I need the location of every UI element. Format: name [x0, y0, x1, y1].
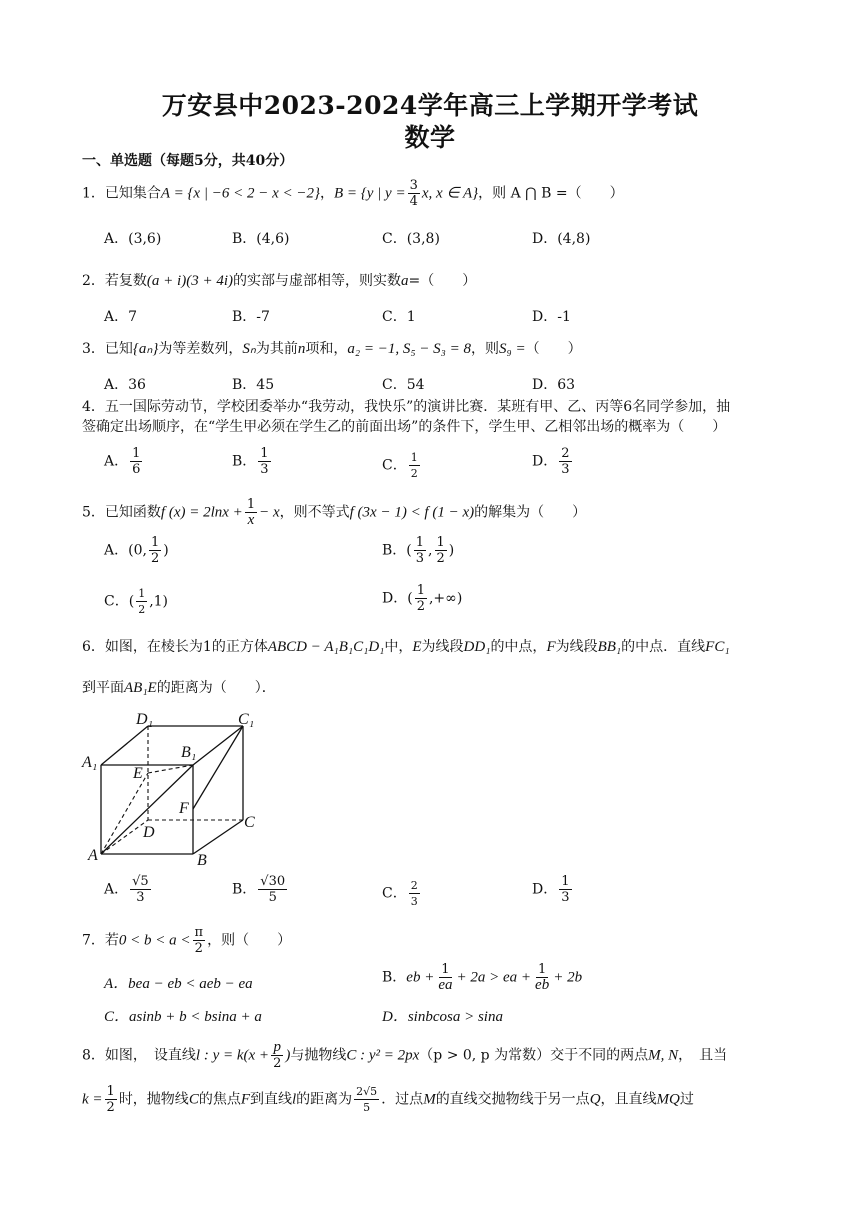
q6-option-a: A． $\frac{√5}{3}$ [104, 874, 149, 905]
q5-option-d: D．( $\frac{1}{2}$ ,+∞) [382, 583, 463, 614]
q7-option-c: C．asinb + b < bsina + a [104, 1009, 262, 1025]
q4-option-c: C． $\frac{1}{2}$ [382, 451, 418, 480]
q1-option-a: A．(3,6) [104, 231, 162, 247]
subject-title: 数学 [404, 123, 456, 152]
question-2: 2．若复数(a + i)(3 + 4i)的实部与虚部相等，则实数a=（ ） [82, 273, 477, 289]
q3-option-b: B．45 [232, 377, 275, 393]
q7-option-d: D．sinbcosa > sina [382, 1009, 503, 1025]
q1-option-d: D．(4,8) [532, 231, 591, 247]
q6-option-c: C． $\frac{2}{3}$ [382, 879, 418, 908]
q7-option-b: B．eb + $\frac{1}{ea}$ + 2a > ea + $\frac{1}{eb}$ + 2b [382, 962, 583, 993]
question-5: 5．已知函数f (x) = 2lnx + $\frac{1}{x}$ − x，则不等式f (3x − 1) < f (1 − x)的解集为（ ） [82, 497, 587, 528]
q2-option-c: C．1 [382, 309, 416, 325]
q4-option-d: D． $\frac{2}{3}$ [532, 446, 570, 477]
cube-figure [78, 710, 268, 870]
q6-option-b: B． $\frac{√30}{5}$ [232, 874, 286, 905]
question-6-line-2: 到平面AB₁E的距离为（ ）． [82, 680, 276, 696]
q3-option-c: C．54 [382, 377, 425, 393]
label-a1: A₁ [82, 754, 98, 771]
question-4-line-1: 4．五一国际劳动节，学校团委举办“我劳动，我快乐”的演讲比赛．某班有甲、乙、丙等6名同学参加，抽 [82, 399, 731, 415]
question-3: 3．已知{aₙ}为等差数列，Sₙ为其前n项和，a₂ = −1, S₅ − S₃ = 8，则S₉ =（ ） [82, 341, 582, 357]
q3-option-a: A．36 [104, 377, 146, 393]
label-c: C [244, 814, 255, 831]
q7-option-a: A．bea − eb < aeb − ea [104, 976, 253, 992]
exam-title: 万安县中2023-2024学年高三上学期开学考试 [161, 91, 699, 120]
label-b: B [197, 852, 207, 869]
question-8-line-1: 8．如图， 设直线l : y = k(x + $\frac{p}{2}$ )与抛物线C : y² = 2px（p > 0, p 为常数）交于不同的两点M, N， 且当 [82, 1039, 728, 1071]
question-6-line-1: 6．如图，在棱长为1的正方体ABCD − A₁B₁C₁D₁中，E为线段DD₁的中点，F为线段BB₁的中点．直线FC₁ [82, 639, 730, 655]
label-c1: C₁ [238, 711, 255, 728]
q1-option-c: C．(3,8) [382, 231, 440, 247]
q2-option-b: B．-7 [232, 309, 270, 325]
q5-option-a: A．(0, $\frac{1}{2}$ ) [104, 535, 169, 566]
question-4-line-2: 签确定出场顺序，在“学生甲必须在学生乙的前面出场”的条件下，学生甲、乙相邻出场的概率为（ ） [82, 419, 727, 435]
label-e: E [133, 765, 143, 782]
q3-option-d: D．63 [532, 377, 576, 393]
label-a: A [88, 847, 98, 864]
q5-option-b: B．( $\frac{1}{3}$ , $\frac{1}{2}$ ) [382, 535, 455, 566]
label-f: F [179, 800, 189, 817]
q4-option-b: B． $\frac{1}{3}$ [232, 446, 269, 477]
label-d1: D₁ [136, 711, 154, 728]
q5-option-c: C．( $\frac{1}{2}$ ,1) [104, 587, 169, 616]
question-7: 7．若0 < b < a < $\frac{\pi}{2}$ ，则（ ） [82, 925, 292, 956]
question-1: 1．已知集合A = {x | −6 < 2 − x < −2}，B = {y | y = $\frac{3}{4}$ x, x ∈ A}，则 A ⋂ B =（ ） [82, 178, 624, 209]
q6-option-d: D． $\frac{1}{3}$ [532, 874, 570, 905]
q2-option-d: D．-1 [532, 309, 571, 325]
question-8-line-2: k = $\frac{1}{2}$ 时，抛物线C的焦点F到直线l的距离为 $\frac{2√5}{5}$ ．过点M的直线交抛物线于另一点Q，且直线MQ过 [82, 1084, 694, 1115]
q2-option-a: A．7 [104, 309, 138, 325]
q1-option-b: B．(4,6) [232, 231, 290, 247]
label-b1: B₁ [181, 744, 197, 761]
label-d: D [143, 824, 155, 841]
section-heading: 一、单选题（每题5分，共40分） [82, 153, 294, 169]
q4-option-a: A． $\frac{1}{6}$ [104, 446, 141, 477]
